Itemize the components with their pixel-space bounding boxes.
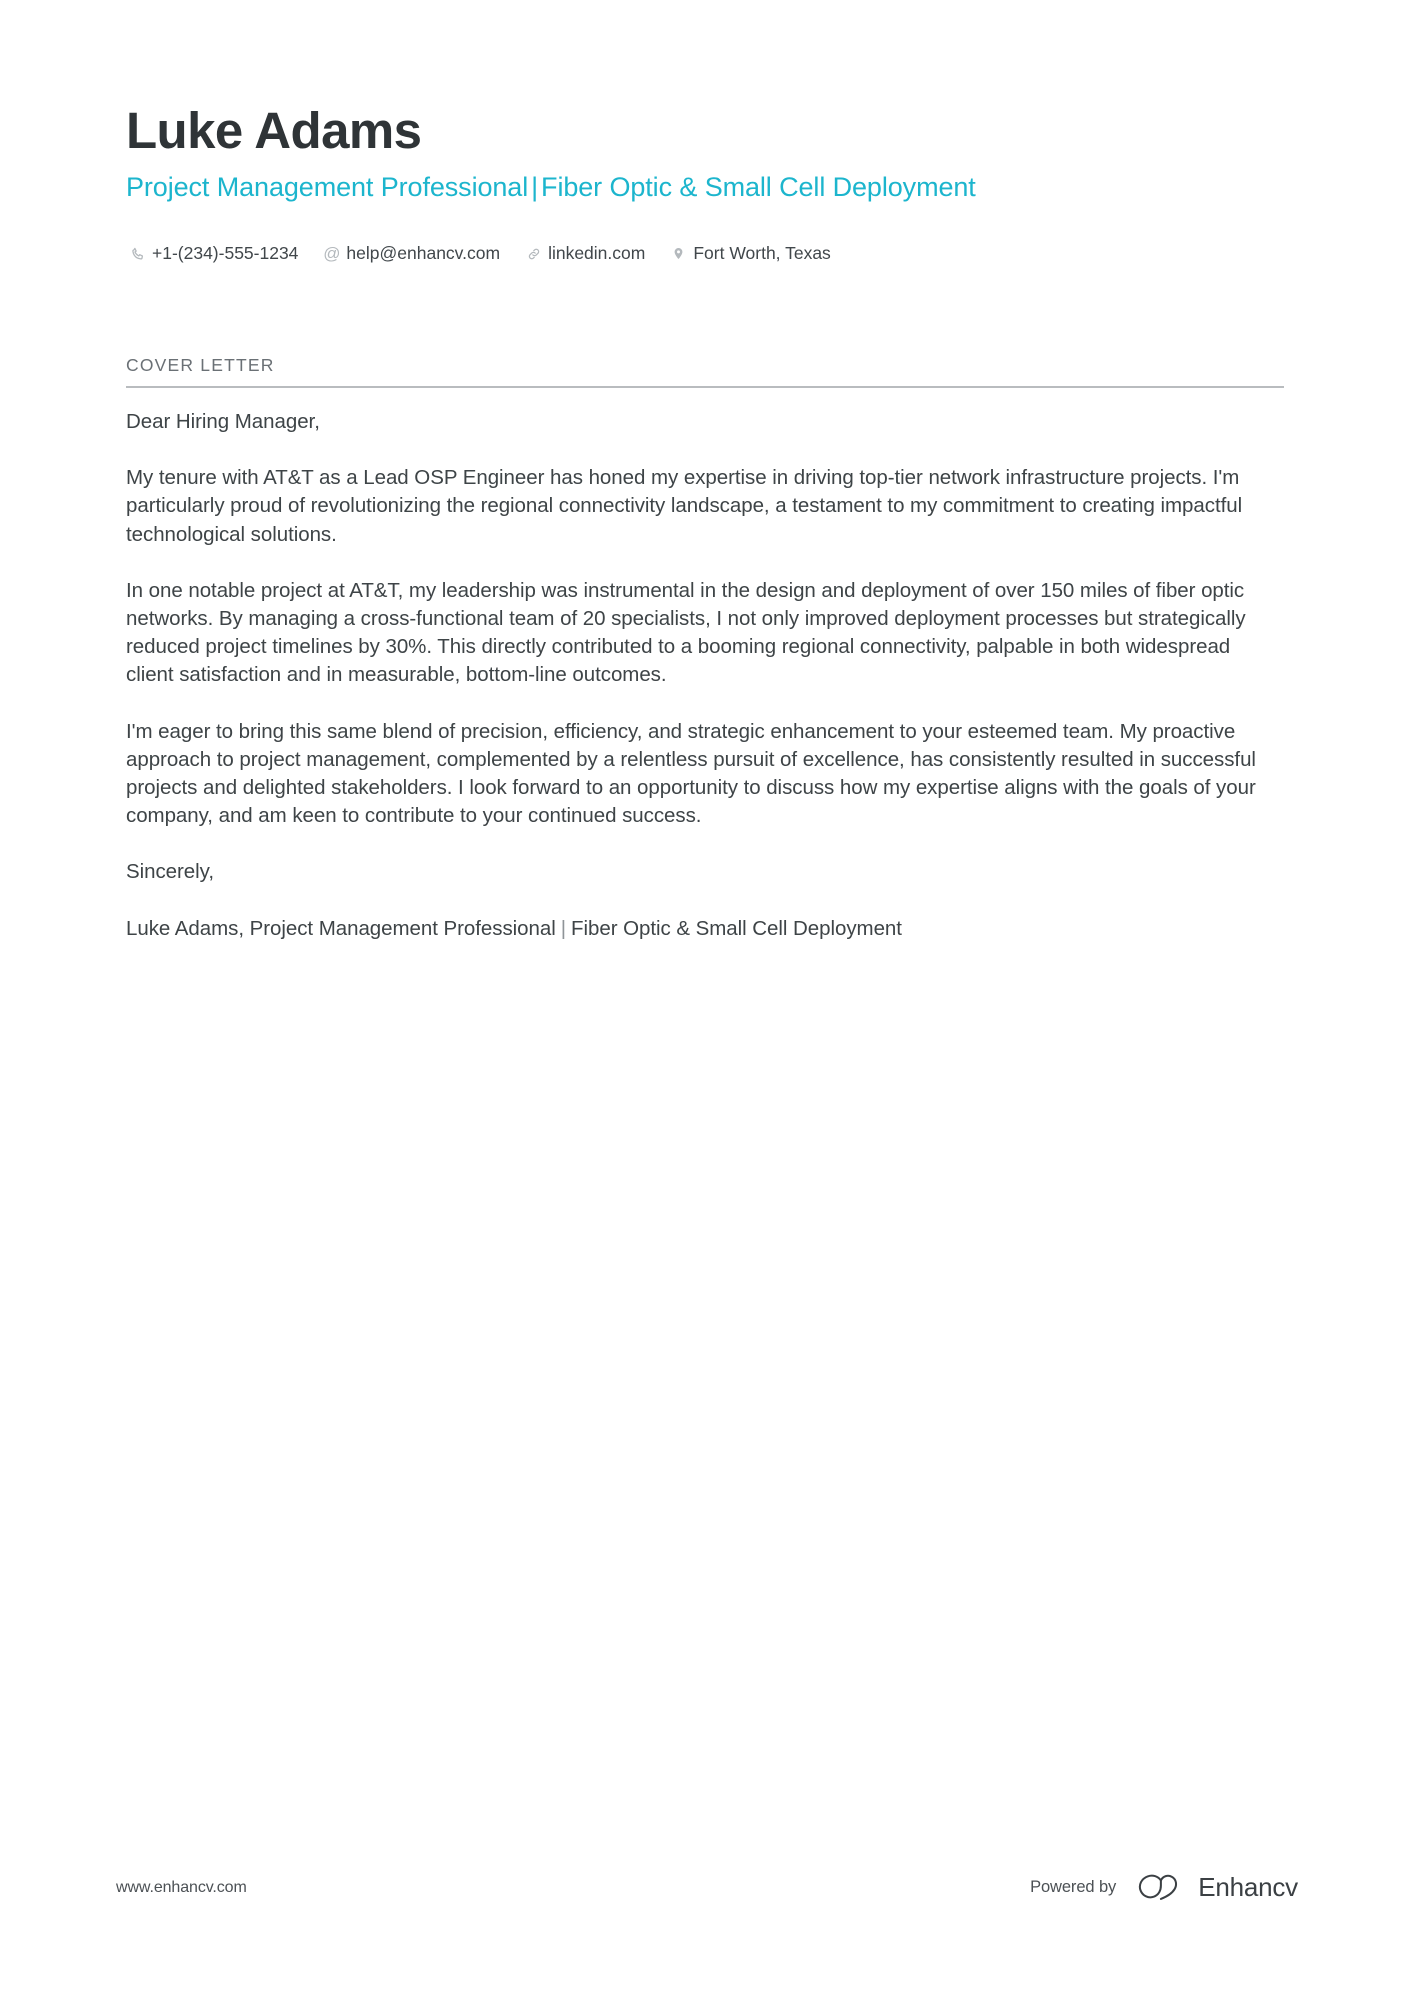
contact-link-value: linkedin.com bbox=[548, 243, 646, 263]
enhancv-logo[interactable] bbox=[1133, 1872, 1298, 1902]
cover-letter-section-header bbox=[126, 355, 1284, 388]
document-header bbox=[126, 104, 1286, 203]
phone-icon bbox=[130, 246, 145, 261]
headline-main: Project Management Professional bbox=[126, 171, 529, 202]
cover-letter-body bbox=[126, 408, 1270, 943]
letter-signoff: Sincerely, bbox=[126, 860, 214, 884]
section-title: COVER LETTER bbox=[126, 355, 275, 375]
letter-salutation: Dear Hiring Manager, bbox=[126, 410, 320, 433]
powered-by-label: Powered by bbox=[1030, 1877, 1117, 1896]
link-icon bbox=[526, 246, 541, 261]
letter-paragraph-1: My tenure with AT&T as a Lead OSP Engineer has honed my expertise in driving top-tier network infrastructure projects. I'm particularly proud of revolutionizing the regional connectivity landscape, a testament to my commitment to creating impactful technological solutions. bbox=[126, 466, 1243, 546]
contact-link[interactable] bbox=[526, 245, 645, 263]
section-divider bbox=[126, 386, 1284, 388]
candidate-name: Luke Adams bbox=[126, 102, 422, 159]
letter-signature bbox=[126, 915, 1270, 943]
footer-website[interactable]: www.enhancv.com bbox=[116, 1879, 247, 1896]
contact-email-value: help@enhancv.com bbox=[346, 243, 501, 263]
candidate-headline bbox=[126, 171, 1286, 203]
signature-separator: | bbox=[560, 916, 567, 940]
enhancv-wordmark: Enhancv bbox=[1198, 1872, 1298, 1902]
signature-name: Luke Adams, Project Management Professional bbox=[126, 916, 556, 940]
contact-location-value: Fort Worth, Texas bbox=[693, 243, 831, 263]
contact-phone-value: +1-(234)-555-1234 bbox=[152, 243, 299, 263]
signature-title: Fiber Optic & Small Cell Deployment bbox=[571, 916, 902, 940]
headline-secondary: Fiber Optic & Small Cell Deployment bbox=[541, 171, 976, 202]
contact-email[interactable] bbox=[324, 245, 500, 263]
letter-paragraph-2: In one notable project at AT&T, my leadership was instrumental in the design and deployment of over 150 miles of fiber optic networks. By managing a cross-functional team of 20 specialists, I not only improved deployment processes but strategically reduced project timelines by 30%. This directly contributed to a booming regional connectivity, palpable in both widespread client satisfaction and in measurable, bottom-line outcomes. bbox=[126, 578, 1246, 687]
footer-branding bbox=[1030, 1872, 1298, 1902]
headline-separator: | bbox=[531, 171, 539, 202]
enhancv-mark-icon bbox=[1133, 1872, 1187, 1902]
contact-row bbox=[130, 245, 831, 263]
letter-paragraph-3: I'm eager to bring this same blend of precision, efficiency, and strategic enhancement to your esteemed team. My proactive approach to project management, complemented by a relentless pursuit of excellence, has consistently resulted in successful projects and delighted stakeholders. I look forward to an opportunity to discuss how my expertise aligns with the goals of your company, and am keen to contribute to your continued success. bbox=[126, 719, 1256, 828]
contact-phone[interactable] bbox=[130, 245, 298, 263]
contact-location bbox=[671, 245, 830, 263]
location-pin-icon bbox=[671, 246, 686, 261]
email-icon: @ bbox=[323, 244, 341, 264]
